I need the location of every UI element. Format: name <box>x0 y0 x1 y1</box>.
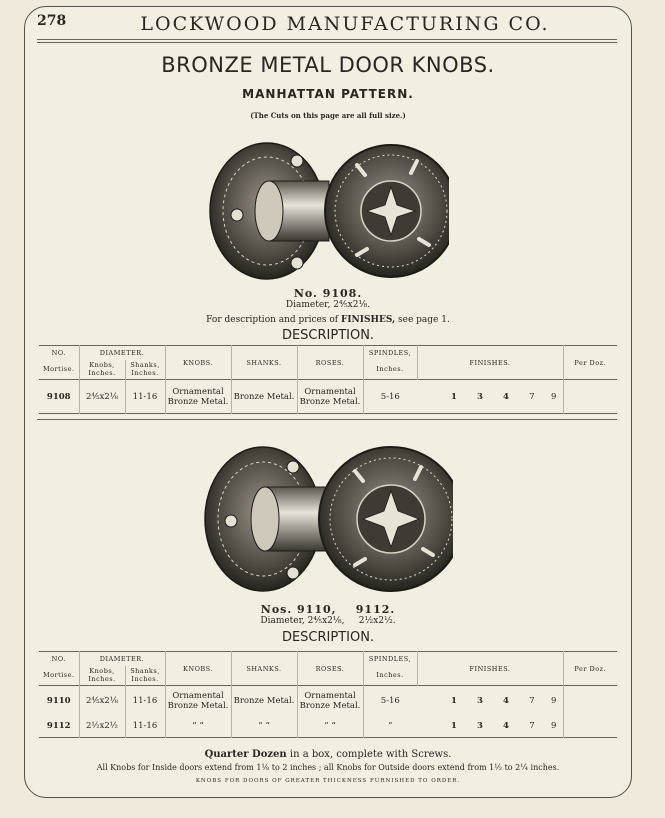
row-no: 9112 <box>46 721 71 732</box>
row-finish-7: 7 <box>529 695 535 706</box>
row-finish-3: 3 <box>477 695 483 706</box>
row-finish-7: 7 <box>529 721 535 732</box>
packing-note-bold: Quarter Dozen <box>204 749 287 760</box>
col-knobs: KNOBS. <box>165 346 231 380</box>
item-diameter-9108: Diameter, 2⅘x2⅛. <box>285 300 371 310</box>
col-finishes: FINISHES. <box>417 652 563 686</box>
finishes-note-pre: For description and prices of <box>206 315 341 325</box>
row-spindles: 5-16 <box>363 380 417 414</box>
row-finish-9: 9 <box>551 721 557 732</box>
item-number-9110-9112: Nos. 9110, 9112. <box>260 603 396 616</box>
spec-table-1 <box>39 345 617 414</box>
col-roses: ROSES. <box>297 652 363 686</box>
row-no: 9108 <box>46 391 71 402</box>
row-finish-9: 9 <box>551 391 557 402</box>
col-mortise: Mortise. <box>42 671 75 680</box>
door-knob-9108-illustration <box>207 125 449 293</box>
row-shank: 11-16 <box>125 716 165 738</box>
header-rule-2 <box>37 42 617 43</box>
col-diameter: DIAMETER. <box>79 652 165 666</box>
row-shank: 11-16 <box>125 686 165 716</box>
row-finish-1: 1 <box>451 391 457 402</box>
door-knob-9110-illustration <box>201 429 453 609</box>
col-spindles: SPINDLES, <box>363 346 417 360</box>
row-shanks: Bronze Metal. <box>231 380 297 414</box>
col-knobs-inches: Knobs, Inches. <box>79 360 125 380</box>
row-roses: “ “ <box>297 716 363 738</box>
table-row <box>39 380 617 414</box>
finishes-note <box>25 315 631 325</box>
row-knob-dia: 2⅘x2⅛ <box>79 380 125 414</box>
row-knob-dia: 2½x2½ <box>79 716 125 738</box>
col-shanks-inches: Shanks, Inches. <box>125 666 165 686</box>
row-per-doz <box>563 380 617 414</box>
order-note: KNOBS FOR DOORS OF GREATER THICKNESS FURNISHED TO ORDER. <box>195 778 461 784</box>
row-finish-1: 1 <box>451 695 457 706</box>
col-mortise: Mortise. <box>42 365 75 374</box>
description-heading-1: DESCRIPTION. <box>281 328 375 343</box>
section-divider <box>37 419 617 420</box>
row-finish-4: 4 <box>503 695 509 706</box>
header-rule <box>37 39 617 40</box>
description-heading-2: DESCRIPTION. <box>281 630 375 645</box>
col-spindles-inches: Inches. <box>363 360 417 380</box>
item-number-9108: No. 9108. <box>293 287 363 300</box>
col-shanks: SHANKS. <box>231 652 297 686</box>
col-roses: ROSES. <box>297 346 363 380</box>
page-number: 278 <box>37 13 67 29</box>
row-knob-dia: 2⅘x2⅛ <box>79 686 125 716</box>
row-shanks: “ “ <box>231 716 297 738</box>
col-shanks: SHANKS. <box>231 346 297 380</box>
row-spindles: “ <box>363 716 417 738</box>
col-knobs: KNOBS. <box>165 652 231 686</box>
col-knobs-inches: Knobs, Inches. <box>79 666 125 686</box>
col-no: NO. <box>51 348 66 357</box>
col-shanks-inches: Shanks, Inches. <box>125 360 165 380</box>
row-finish-3: 3 <box>477 721 483 732</box>
col-finishes: FINISHES. <box>417 346 563 380</box>
row-per-doz <box>563 686 617 716</box>
spec-table-2 <box>39 651 617 738</box>
col-diameter: DIAMETER. <box>79 346 165 360</box>
finishes-note-post: see page 1. <box>395 315 450 325</box>
table-row <box>39 686 617 716</box>
row-finish-3: 3 <box>477 391 483 402</box>
item-diameter-9110-9112: Diameter, 2⅘x2⅛, 2½x2½. <box>260 616 396 626</box>
col-per-doz: Per Doz. <box>563 346 617 380</box>
row-finish-4: 4 <box>503 721 509 732</box>
row-no: 9110 <box>46 695 71 706</box>
row-spindles: 5-16 <box>363 686 417 716</box>
company-header: LOCKWOOD MANUFACTURING CO. <box>140 13 550 35</box>
col-spindles: SPINDLES, <box>363 652 417 666</box>
row-finish-7: 7 <box>529 391 535 402</box>
finishes-note-bold: FINISHES, <box>340 315 396 325</box>
catalog-page <box>24 6 632 798</box>
extension-note: All Knobs for Inside doors extend from 1⅛ to 2 inches ; all Knobs for Outside doors extend from 1½ to 2¼ inches. <box>96 763 560 772</box>
row-finish-4: 4 <box>503 391 509 402</box>
row-knobs: Ornamental Bronze Metal. <box>165 686 231 716</box>
row-shank: 11-16 <box>125 380 165 414</box>
row-finish-1: 1 <box>451 721 457 732</box>
row-roses: Ornamental Bronze Metal. <box>297 380 363 414</box>
table-row <box>39 716 617 738</box>
page-title: BRONZE METAL DOOR KNOBS. <box>161 53 495 77</box>
packing-note-rest: in a box, complete with Screws. <box>286 749 452 760</box>
col-no: NO. <box>51 654 66 663</box>
row-knobs: Ornamental Bronze Metal. <box>165 380 231 414</box>
row-knobs: “ “ <box>165 716 231 738</box>
size-note: (The Cuts on this page are all full size.) <box>250 111 406 120</box>
pattern-subtitle: MANHATTAN PATTERN. <box>242 87 414 101</box>
col-per-doz: Per Doz. <box>563 652 617 686</box>
row-shanks: Bronze Metal. <box>231 686 297 716</box>
packing-note <box>25 749 631 760</box>
col-spindles-inches: Inches. <box>363 666 417 686</box>
row-finish-9: 9 <box>551 695 557 706</box>
row-roses: Ornamental Bronze Metal. <box>297 686 363 716</box>
row-per-doz <box>563 716 617 738</box>
